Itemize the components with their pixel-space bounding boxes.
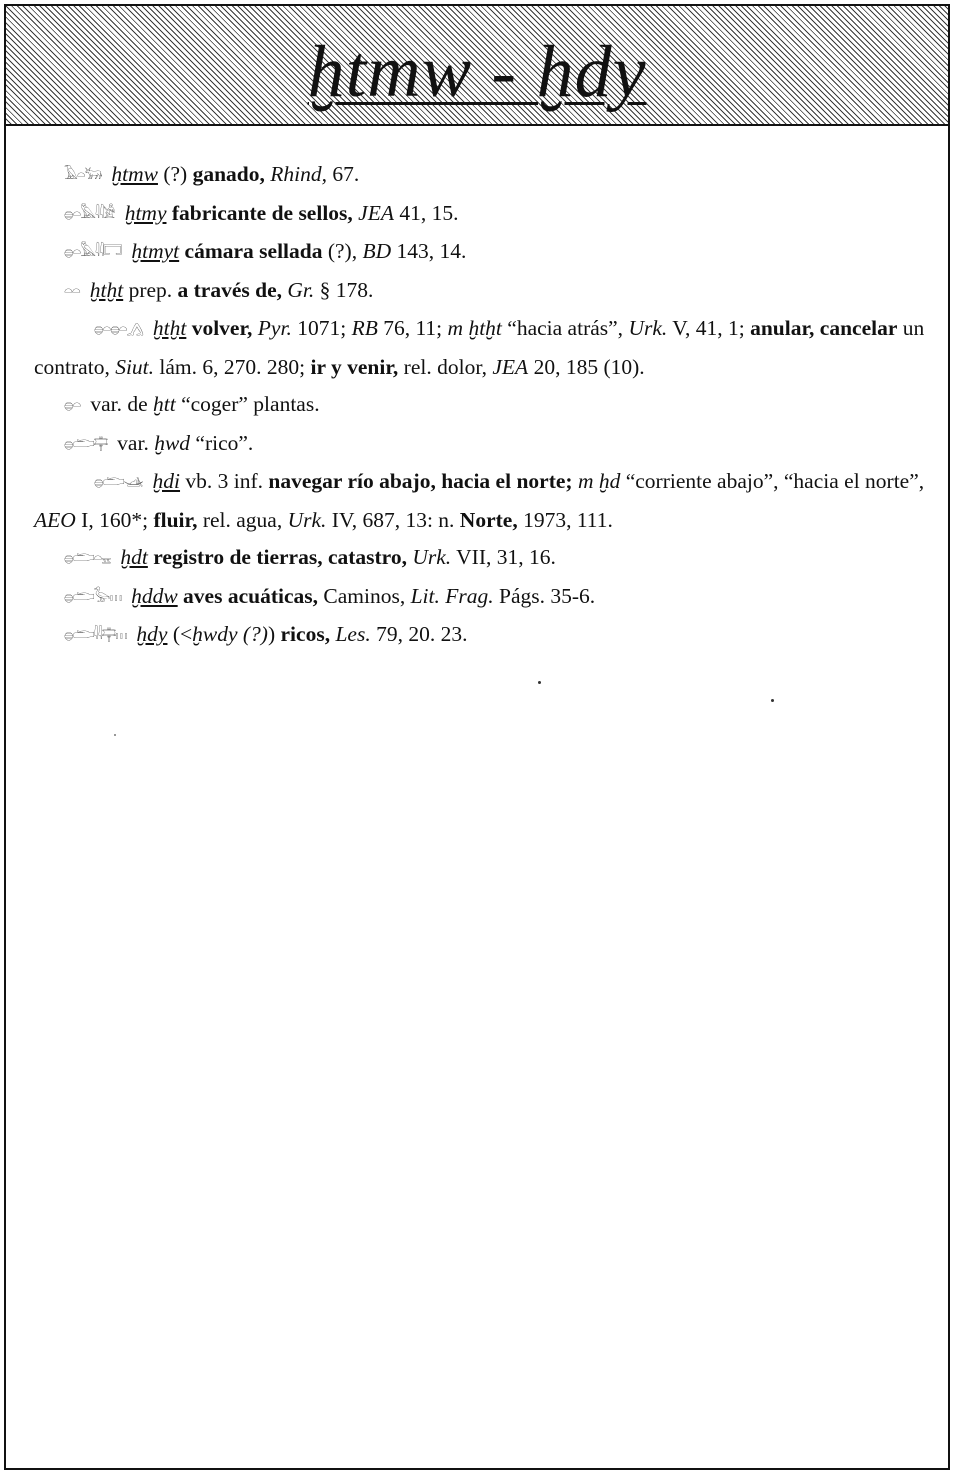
entry-text: VII, 31, 16. <box>451 545 556 569</box>
entry-text: § 178. <box>314 277 374 302</box>
reference-text: JEA <box>492 354 529 379</box>
entry-text: “hacia atrás”, <box>501 316 629 340</box>
entry-text: rel. agua, <box>197 507 288 532</box>
reference-text: Urk. <box>628 316 668 340</box>
dictionary-entry <box>34 425 934 464</box>
hieroglyph-group-icon: 𓐍𓏏𓐍𓏏𓂻 <box>94 321 143 337</box>
reference-text: Rhind, <box>270 162 327 186</box>
definition-text: registro de tierras, catastro, <box>153 545 407 569</box>
entry-text: I, 160*; <box>75 507 154 532</box>
entry-text: 1973, 111. <box>517 507 613 532</box>
scan-speck <box>538 681 541 684</box>
hieroglyph-group-icon: 𓐍𓂧𓏏𓈇 <box>64 550 111 566</box>
reference-text: Pyr. <box>257 316 292 340</box>
entry-text: 76, 11; <box>377 316 448 340</box>
hieroglyph-group-icon: 𓄿𓏏𓃒 <box>64 167 102 183</box>
entry-text: vb. 3 inf. <box>180 469 269 493</box>
transliteration: ḫtḫt <box>89 277 124 302</box>
hieroglyph-group-icon: 𓏏𓏏 <box>64 282 80 299</box>
reference-text: AEO <box>34 507 76 532</box>
entry-text: 143, 14. <box>391 239 467 263</box>
definition-text: ir y venir, <box>310 354 399 379</box>
entry-text: V, 41, 1; <box>667 316 751 340</box>
transliteration: ḫdy <box>136 622 168 646</box>
reference-text: JEA <box>358 200 394 225</box>
entry-text: “coger” plantas. <box>175 392 320 416</box>
dictionary-entry <box>34 156 934 195</box>
reference-text: Urk. <box>412 545 452 569</box>
entry-text: 1071; <box>291 316 352 340</box>
entry-text: var. <box>117 430 155 455</box>
hieroglyph-group-icon: 𓐍𓏏 <box>64 397 81 413</box>
hieroglyph-group-icon: 𓐍𓂧𓊛 <box>94 474 143 490</box>
entry-text: Caminos, <box>318 583 411 608</box>
reference-text: m ḫtḫt <box>447 316 502 340</box>
transliteration: ḫtḫt <box>152 316 187 340</box>
entry-text: IV, 687, 13: n. <box>326 507 460 532</box>
definition-text: cámara sellada <box>184 239 323 263</box>
dictionary-entry <box>34 195 934 234</box>
dictionary-page <box>4 4 950 1470</box>
page-header-band <box>6 6 948 126</box>
page-title: ḫtmw - ḫdy <box>307 31 647 113</box>
definition-text: fabricante de sellos, <box>171 200 353 225</box>
entry-text: 67. <box>326 162 360 186</box>
entry-text: var. de <box>90 392 154 416</box>
entry-list <box>34 156 934 655</box>
dictionary-entry <box>34 578 934 617</box>
entry-text: 20, 185 (10). <box>528 354 645 379</box>
definition-text: a través de, <box>177 277 283 302</box>
dictionary-entry <box>34 386 934 425</box>
entry-text: ) <box>267 622 281 646</box>
dictionary-entry <box>34 233 934 272</box>
entry-text: un contrato, <box>34 316 925 379</box>
hieroglyph-group-icon: 𓐍𓂧𓅭𓏥 <box>64 588 122 605</box>
entry-text: rel. dolor, <box>398 354 493 379</box>
definition-text: Norte, <box>459 507 518 532</box>
reference-text: m ḫd <box>577 469 621 493</box>
definition-text: navegar río abajo, hacia el norte; <box>268 469 573 493</box>
reference-text: ḫwdy (?) <box>192 622 268 646</box>
entry-text: (< <box>167 622 193 646</box>
transliteration: ḫtmw <box>111 162 158 186</box>
entry-text: 41, 15. <box>393 200 459 225</box>
transliteration: ḫtmy <box>124 200 167 225</box>
transliteration: ḫtmyt <box>131 239 180 263</box>
entry-text: “corriente abajo”, “hacia el norte”, <box>620 469 925 493</box>
definition-text: fluir, <box>153 507 198 532</box>
entry-text: “rico”. <box>190 430 254 455</box>
definition-text: anular, cancelar <box>750 316 898 340</box>
entry-text: Págs. 35-6. <box>493 583 596 608</box>
definition-text: aves acuáticas, <box>183 583 318 608</box>
transliteration: ḫdi <box>152 469 181 493</box>
hieroglyph-group-icon: 𓐍𓏏𓅓𓇌𓉐 <box>64 244 122 260</box>
reference-text: Gr. <box>287 277 315 302</box>
transliteration: ḫdt <box>120 545 148 569</box>
hieroglyph-group-icon: 𓐍𓂧𓊡 <box>64 435 108 452</box>
hieroglyph-group-icon: 𓐍𓂧𓇌𓊡𓏥 <box>64 627 127 643</box>
reference-text: Urk. <box>287 507 327 532</box>
dictionary-entry <box>34 463 934 539</box>
dictionary-entry <box>34 272 934 311</box>
reference-text: RB <box>351 316 378 340</box>
entry-text: (?), <box>322 239 363 263</box>
definition-text: volver, <box>191 316 253 340</box>
dictionary-entry <box>34 310 934 386</box>
reference-text: BD <box>362 239 392 263</box>
hieroglyph-group-icon: 𓐍𓏏𓅓𓇌𓀀 <box>64 205 115 222</box>
entry-text: lám. 6, 270. 280; <box>154 354 311 379</box>
entry-text: prep. <box>123 277 178 302</box>
scan-speck <box>114 734 116 736</box>
dictionary-entry <box>34 539 934 578</box>
scan-speck <box>771 699 774 702</box>
dictionary-entry <box>34 616 934 655</box>
reference-text: Lit. Frag. <box>410 583 494 608</box>
reference-text: Les. <box>335 622 371 646</box>
reference-text: ḫtt <box>153 392 176 416</box>
definition-text: ricos, <box>280 622 331 646</box>
entry-text: (?) <box>157 162 193 186</box>
reference-text: ḫwd <box>154 430 191 455</box>
reference-text: Siut. <box>115 354 155 379</box>
entry-text: 79, 20. 23. <box>370 622 468 646</box>
transliteration: ḫddw <box>131 583 178 608</box>
definition-text: ganado, <box>192 162 265 186</box>
